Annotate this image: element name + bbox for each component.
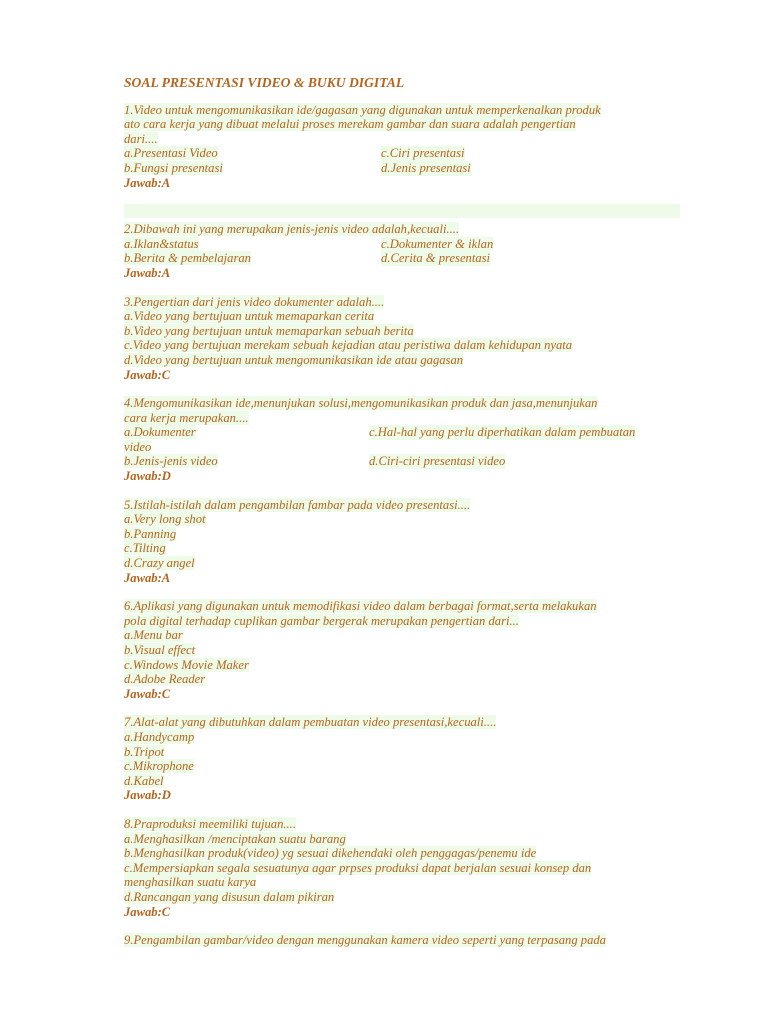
question-text: 2.Dibawah ini yang merupakan jenis-jenis video adalah,kecuali.... [124,222,460,237]
option-c: c.Video yang bertujuan merekam sebuah kejadian atau peristiwa dalam kehidupan nyata [124,338,573,353]
option-c: c.Tilting [124,541,166,556]
option-d: d.Cerita & presentasi [381,251,491,266]
option-a: a.Video yang bertujuan untuk memaparkan cerita [124,309,375,324]
question-text: 3.Pengertian dari jenis video dokumenter adalah.... [124,294,385,309]
question-1 [124,103,680,191]
option-c: c.Dokumenter & iklan [381,236,494,251]
option-d: d.Ciri-ciri presentasi video [369,454,506,469]
option-b: b.Fungsi presentasi [124,160,223,175]
answer: Jawab:D [124,788,171,803]
option-a: a.Presentasi Video [124,146,218,161]
option-a: a.Very long shot [124,512,206,527]
answer: Jawab:C [124,367,171,382]
highlight-spacer [124,204,680,218]
option-b: b.Visual effect [124,643,196,657]
question-text: 8.Praproduksi meemiliki tujuan.... [124,816,296,831]
option-a: a.Iklan&status [124,236,199,251]
question-text: dari.... [124,131,158,146]
option-b: b.Tripot [124,744,165,759]
question-text: 7.Alat-alat yang dibutuhkan dalam pembuatan video presentasi,kecuali.... [124,715,497,730]
answer: Jawab:A [124,570,171,585]
option-a: a.Menu bar [124,628,183,643]
question-4 [124,396,680,484]
question-text: 6.Aplikasi yang digunakan untuk memodifikasi video dalam berbagai format,serta melakukan [124,599,597,614]
option-c: c.Mempersiapkan segala sesuatunya agar prpses produksi dapat berjalan sesuai konsep dan [124,860,592,875]
question-2 [124,222,680,280]
option-row [124,425,680,440]
option-d: d.Crazy angel [124,556,195,571]
answer: Jawab:A [124,265,171,280]
question-text: 9.Pengambilan gambar/video dengan menggunakan kamera video seperti yang terpasang pada [124,933,606,948]
question-7 [124,715,680,803]
option-b: b.Jenis-jenis video [124,454,218,469]
option-a: a.Handycamp [124,729,195,744]
option-c: c.Hal-hal yang perlu diperhatikan dalam pembuatan [369,425,636,440]
option-a: a.Dokumenter [124,425,196,440]
option-row [124,237,680,252]
option-b: b.Panning [124,526,177,541]
option-row [124,161,680,176]
question-3 [124,295,680,383]
option-d: d.Jenis presentasi [381,160,471,175]
option-d: d.Kabel [124,773,164,788]
document-page [124,76,680,962]
option-c-continued: video [124,439,152,454]
option-c: c.Windows Movie Maker [124,657,249,672]
question-text: 1.Video untuk mengomunikasikan ide/gagasan yang digunakan untuk memperkenalkan produk [124,102,601,117]
answer: Jawab:D [124,469,171,484]
answer: Jawab:C [124,904,171,919]
question-text: ato cara kerja yang dibuat melalui proses merekam gambar dan suara adalah pengertian [124,117,576,132]
answer: Jawab:C [124,686,171,701]
option-d: d.Video yang bertujuan untuk mengomunikasikan ide atau gagasan [124,352,464,367]
question-6 [124,599,680,701]
option-d: d.Rancangan yang disusun dalam pikiran [124,889,335,904]
option-c: c.Mikrophone [124,759,194,774]
question-text: cara kerja merupakan.... [124,410,249,425]
answer: Jawab:A [124,175,171,190]
question-text: pola digital terhadap cuplikan gambar bergerak merupakan pengertian dari... [124,613,519,628]
option-row [124,454,680,469]
option-c-continued: menghasilkan suatu karya [124,875,257,890]
option-b: b.Berita & pembelajaran [124,251,251,266]
question-text: 5.Istilah-istilah dalam pengambilan fambar pada video presentasi.... [124,497,471,512]
question-5 [124,498,680,586]
option-b: b.Menghasilkan produk(video) yg sesuai dikehendaki oleh penggagas/penemu ide [124,846,537,861]
question-9 [124,933,680,948]
option-d: d.Adobe Reader [124,672,206,687]
option-row [124,251,680,266]
question-8 [124,817,680,919]
option-row [124,146,680,161]
document-title: SOAL PRESENTASI VIDEO & BUKU DIGITAL [124,75,405,90]
option-c: c.Ciri presentasi [381,146,465,161]
option-a: a.Menghasilkan /menciptakan suatu barang [124,831,346,846]
question-text: 4.Mengomunikasikan ide,menunjukan solusi,mengomunikasikan produk dan jasa,menunjukan [124,396,598,411]
option-b: b.Video yang bertujuan untuk memaparkan sebuah berita [124,323,414,338]
